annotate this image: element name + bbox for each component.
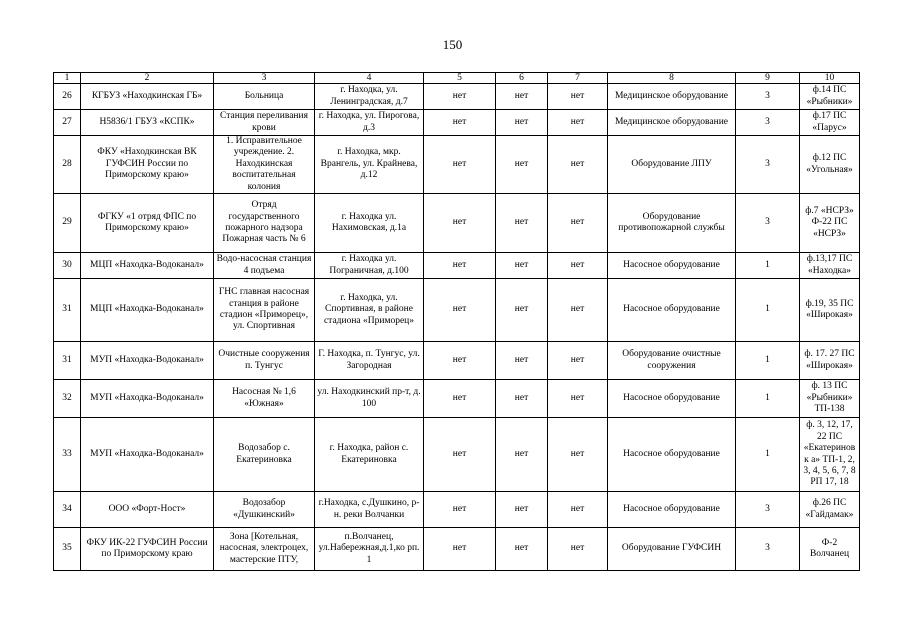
table-cell-c10: ф.19, 35 ПС «Широкая» (800, 279, 860, 342)
table-cell-c9: 1 (736, 380, 800, 418)
table-cell-c5: нет (424, 253, 496, 279)
table-cell-c6: нет (496, 342, 548, 380)
table-cell-c3: Водозабор с. Екатериновка (214, 418, 315, 492)
table-cell-c9: 3 (736, 492, 800, 528)
table-row (54, 84, 860, 110)
table-cell-c5: нет (424, 279, 496, 342)
table-cell-c9: 3 (736, 136, 800, 194)
page-number: 150 (442, 37, 463, 52)
table-cell-c3: Водо-насосная станция 4 подъема (214, 253, 315, 279)
table-cell-c9: 1 (736, 418, 800, 492)
table-cell-c9: 3 (736, 528, 800, 571)
table-cell-c2: ООО «Форт-Ност» (81, 492, 214, 528)
table-row (54, 279, 860, 342)
table-cell-c1: 34 (54, 492, 81, 528)
table-cell-c7: нет (548, 418, 608, 492)
table-cell-c4: г. Находка, ул. Спортивная, в районе стадиона «Приморец» (315, 279, 424, 342)
table-cell-c10: ф. 3, 12, 17, 22 ПС «Екатериновк а» ТП-1, 2, 3, 4, 5, 6, 7, 8 РП 17, 18 (800, 418, 860, 492)
table-cell-c2: МУП «Находка-Водоканал» (81, 418, 214, 492)
header-cell: 7 (548, 73, 608, 84)
header-cell: 1 (54, 73, 81, 84)
table-cell-c7: нет (548, 279, 608, 342)
table-body (54, 73, 860, 571)
table-cell-c1: 31 (54, 342, 81, 380)
table-cell-c3: Водозабор «Душкинский» (214, 492, 315, 528)
table-row (54, 492, 860, 528)
table-cell-c1: 28 (54, 136, 81, 194)
table-cell-c1: 32 (54, 380, 81, 418)
table-cell-c10: Ф-2 Волчанец (800, 528, 860, 571)
table-row (54, 194, 860, 253)
table-cell-c2: МУП «Находка-Водоканал» (81, 380, 214, 418)
table-cell-c6: нет (496, 380, 548, 418)
table-row (54, 418, 860, 492)
table-cell-c7: нет (548, 194, 608, 253)
table-cell-c5: нет (424, 84, 496, 110)
data-table (53, 72, 860, 571)
table-cell-c8: Насосное оборудование (608, 418, 736, 492)
table-cell-c7: нет (548, 136, 608, 194)
table-cell-c8: Оборудование противопожарной службы (608, 194, 736, 253)
table-cell-c8: Медицинское оборудование (608, 84, 736, 110)
table-cell-c8: Оборудование ЛПУ (608, 136, 736, 194)
table-cell-c5: нет (424, 136, 496, 194)
table-cell-c1: 27 (54, 110, 81, 136)
table-cell-c6: нет (496, 418, 548, 492)
table-row (54, 528, 860, 571)
table-cell-c4: г. Находка, ул. Ленинградская, д.7 (315, 84, 424, 110)
table-cell-c5: нет (424, 342, 496, 380)
table-cell-c8: Оборудование ГУФСИН (608, 528, 736, 571)
table-cell-c9: 1 (736, 253, 800, 279)
table-cell-c7: нет (548, 492, 608, 528)
table-cell-c8: Насосное оборудование (608, 380, 736, 418)
header-cell: 5 (424, 73, 496, 84)
table-cell-c7: нет (548, 110, 608, 136)
header-cell: 10 (800, 73, 860, 84)
table-cell-c6: нет (496, 279, 548, 342)
table-row (54, 380, 860, 418)
table-cell-c5: нет (424, 380, 496, 418)
table-cell-c9: 1 (736, 342, 800, 380)
table-cell-c1: 33 (54, 418, 81, 492)
table-cell-c10: ф.7 «НСРЗ» Ф-22 ПС «НСРЗ» (800, 194, 860, 253)
table-cell-c4: г.Находка, с.Душкино, р-н. реки Волчанки (315, 492, 424, 528)
table-cell-c3: Отряд государственного пожарного надзора Пожарная часть № 6 (214, 194, 315, 253)
table-cell-c2: КГБУЗ «Находкинская ГБ» (81, 84, 214, 110)
table-header-row (54, 73, 860, 84)
table-cell-c10: ф. 17. 27 ПС «Широкая» (800, 342, 860, 380)
table-cell-c2: ФКУ «Находкинская ВК ГУФСИН России по Приморскому краю» (81, 136, 214, 194)
table-cell-c1: 29 (54, 194, 81, 253)
table-cell-c3: Зона [Котельная, насосная, электроцех, мастерские ПТУ, (214, 528, 315, 571)
table-cell-c9: 3 (736, 84, 800, 110)
header-cell: 9 (736, 73, 800, 84)
header-cell: 8 (608, 73, 736, 84)
table-cell-c10: ф.17 ПС «Парус» (800, 110, 860, 136)
table-cell-c10: ф.26 ПС «Гайдамак» (800, 492, 860, 528)
table-cell-c2: МЦП «Находка-Водоканал» (81, 253, 214, 279)
table-cell-c2: МЦП «Находка-Водоканал» (81, 279, 214, 342)
table-cell-c2: Н5836/1 ГБУЗ «КСПК» (81, 110, 214, 136)
table-cell-c8: Медицинское оборудование (608, 110, 736, 136)
table-cell-c4: г. Находка ул. Пограничная, д.100 (315, 253, 424, 279)
table-row (54, 136, 860, 194)
table-cell-c9: 3 (736, 110, 800, 136)
table-cell-c2: МУП «Находка-Водоканал» (81, 342, 214, 380)
table-cell-c3: Насосная № 1,6 «Южная» (214, 380, 315, 418)
table-cell-c3: Станция переливания крови (214, 110, 315, 136)
table-cell-c6: нет (496, 110, 548, 136)
table-cell-c10: ф.12 ПС «Угольная» (800, 136, 860, 194)
table-cell-c6: нет (496, 492, 548, 528)
table-cell-c6: нет (496, 528, 548, 571)
table-cell-c3: ГНС главная насосная станция в районе стадион «Приморец», ул. Спортивная (214, 279, 315, 342)
table-cell-c7: нет (548, 342, 608, 380)
table-cell-c9: 3 (736, 194, 800, 253)
table-cell-c7: нет (548, 253, 608, 279)
table-cell-c1: 31 (54, 279, 81, 342)
table-cell-c10: ф.13,17 ПС «Находка» (800, 253, 860, 279)
table-cell-c3: Очистные сооружения п. Тунгус (214, 342, 315, 380)
table-cell-c5: нет (424, 194, 496, 253)
table-cell-c2: ФГКУ «1 отряд ФПС по Приморскому краю» (81, 194, 214, 253)
table-cell-c7: нет (548, 528, 608, 571)
table-cell-c7: нет (548, 84, 608, 110)
table-cell-c2: ФКУ ИК-22 ГУФСИН России по Приморскому краю (81, 528, 214, 571)
header-cell: 2 (81, 73, 214, 84)
table-cell-c1: 26 (54, 84, 81, 110)
table-cell-c6: нет (496, 136, 548, 194)
table-cell-c3: Больница (214, 84, 315, 110)
table-cell-c7: нет (548, 380, 608, 418)
header-cell: 3 (214, 73, 315, 84)
table-cell-c1: 35 (54, 528, 81, 571)
table-cell-c4: г. Находка, ул. Пирогова, д.3 (315, 110, 424, 136)
table-cell-c9: 1 (736, 279, 800, 342)
table-cell-c4: ул. Находкинский пр-т, д. 100 (315, 380, 424, 418)
table-cell-c5: нет (424, 418, 496, 492)
table-cell-c1: 30 (54, 253, 81, 279)
table-row (54, 342, 860, 380)
table-cell-c3: 1. Исправительное учреждение. 2. Находкинская воспитательная колония (214, 136, 315, 194)
table-cell-c5: нет (424, 110, 496, 136)
table-cell-c4: г. Находка ул. Нахимовская, д.1а (315, 194, 424, 253)
table-cell-c4: г. Находка, район с. Екатериновка (315, 418, 424, 492)
table-cell-c4: Г. Находка, п. Тунгус, ул. Загородная (315, 342, 424, 380)
table-cell-c8: Насосное оборудование (608, 279, 736, 342)
table-cell-c8: Оборудование очистные сооружения (608, 342, 736, 380)
table-cell-c8: Насосное оборудование (608, 253, 736, 279)
table-cell-c6: нет (496, 194, 548, 253)
table-cell-c6: нет (496, 253, 548, 279)
header-cell: 6 (496, 73, 548, 84)
table-cell-c6: нет (496, 84, 548, 110)
table-row (54, 253, 860, 279)
table-row (54, 110, 860, 136)
table-cell-c10: ф.14 ПС «Рыбники» (800, 84, 860, 110)
table-cell-c10: ф. 13 ПС «Рыбники» ТП-138 (800, 380, 860, 418)
table-cell-c5: нет (424, 528, 496, 571)
table-cell-c4: г. Находка, мкр. Врангель, ул. Крайнева, д.12 (315, 136, 424, 194)
table-cell-c8: Насосное оборудование (608, 492, 736, 528)
table-cell-c5: нет (424, 492, 496, 528)
header-cell: 4 (315, 73, 424, 84)
table-cell-c4: п.Волчанец, ул.Набережная,д.1,ко рп. 1 (315, 528, 424, 571)
